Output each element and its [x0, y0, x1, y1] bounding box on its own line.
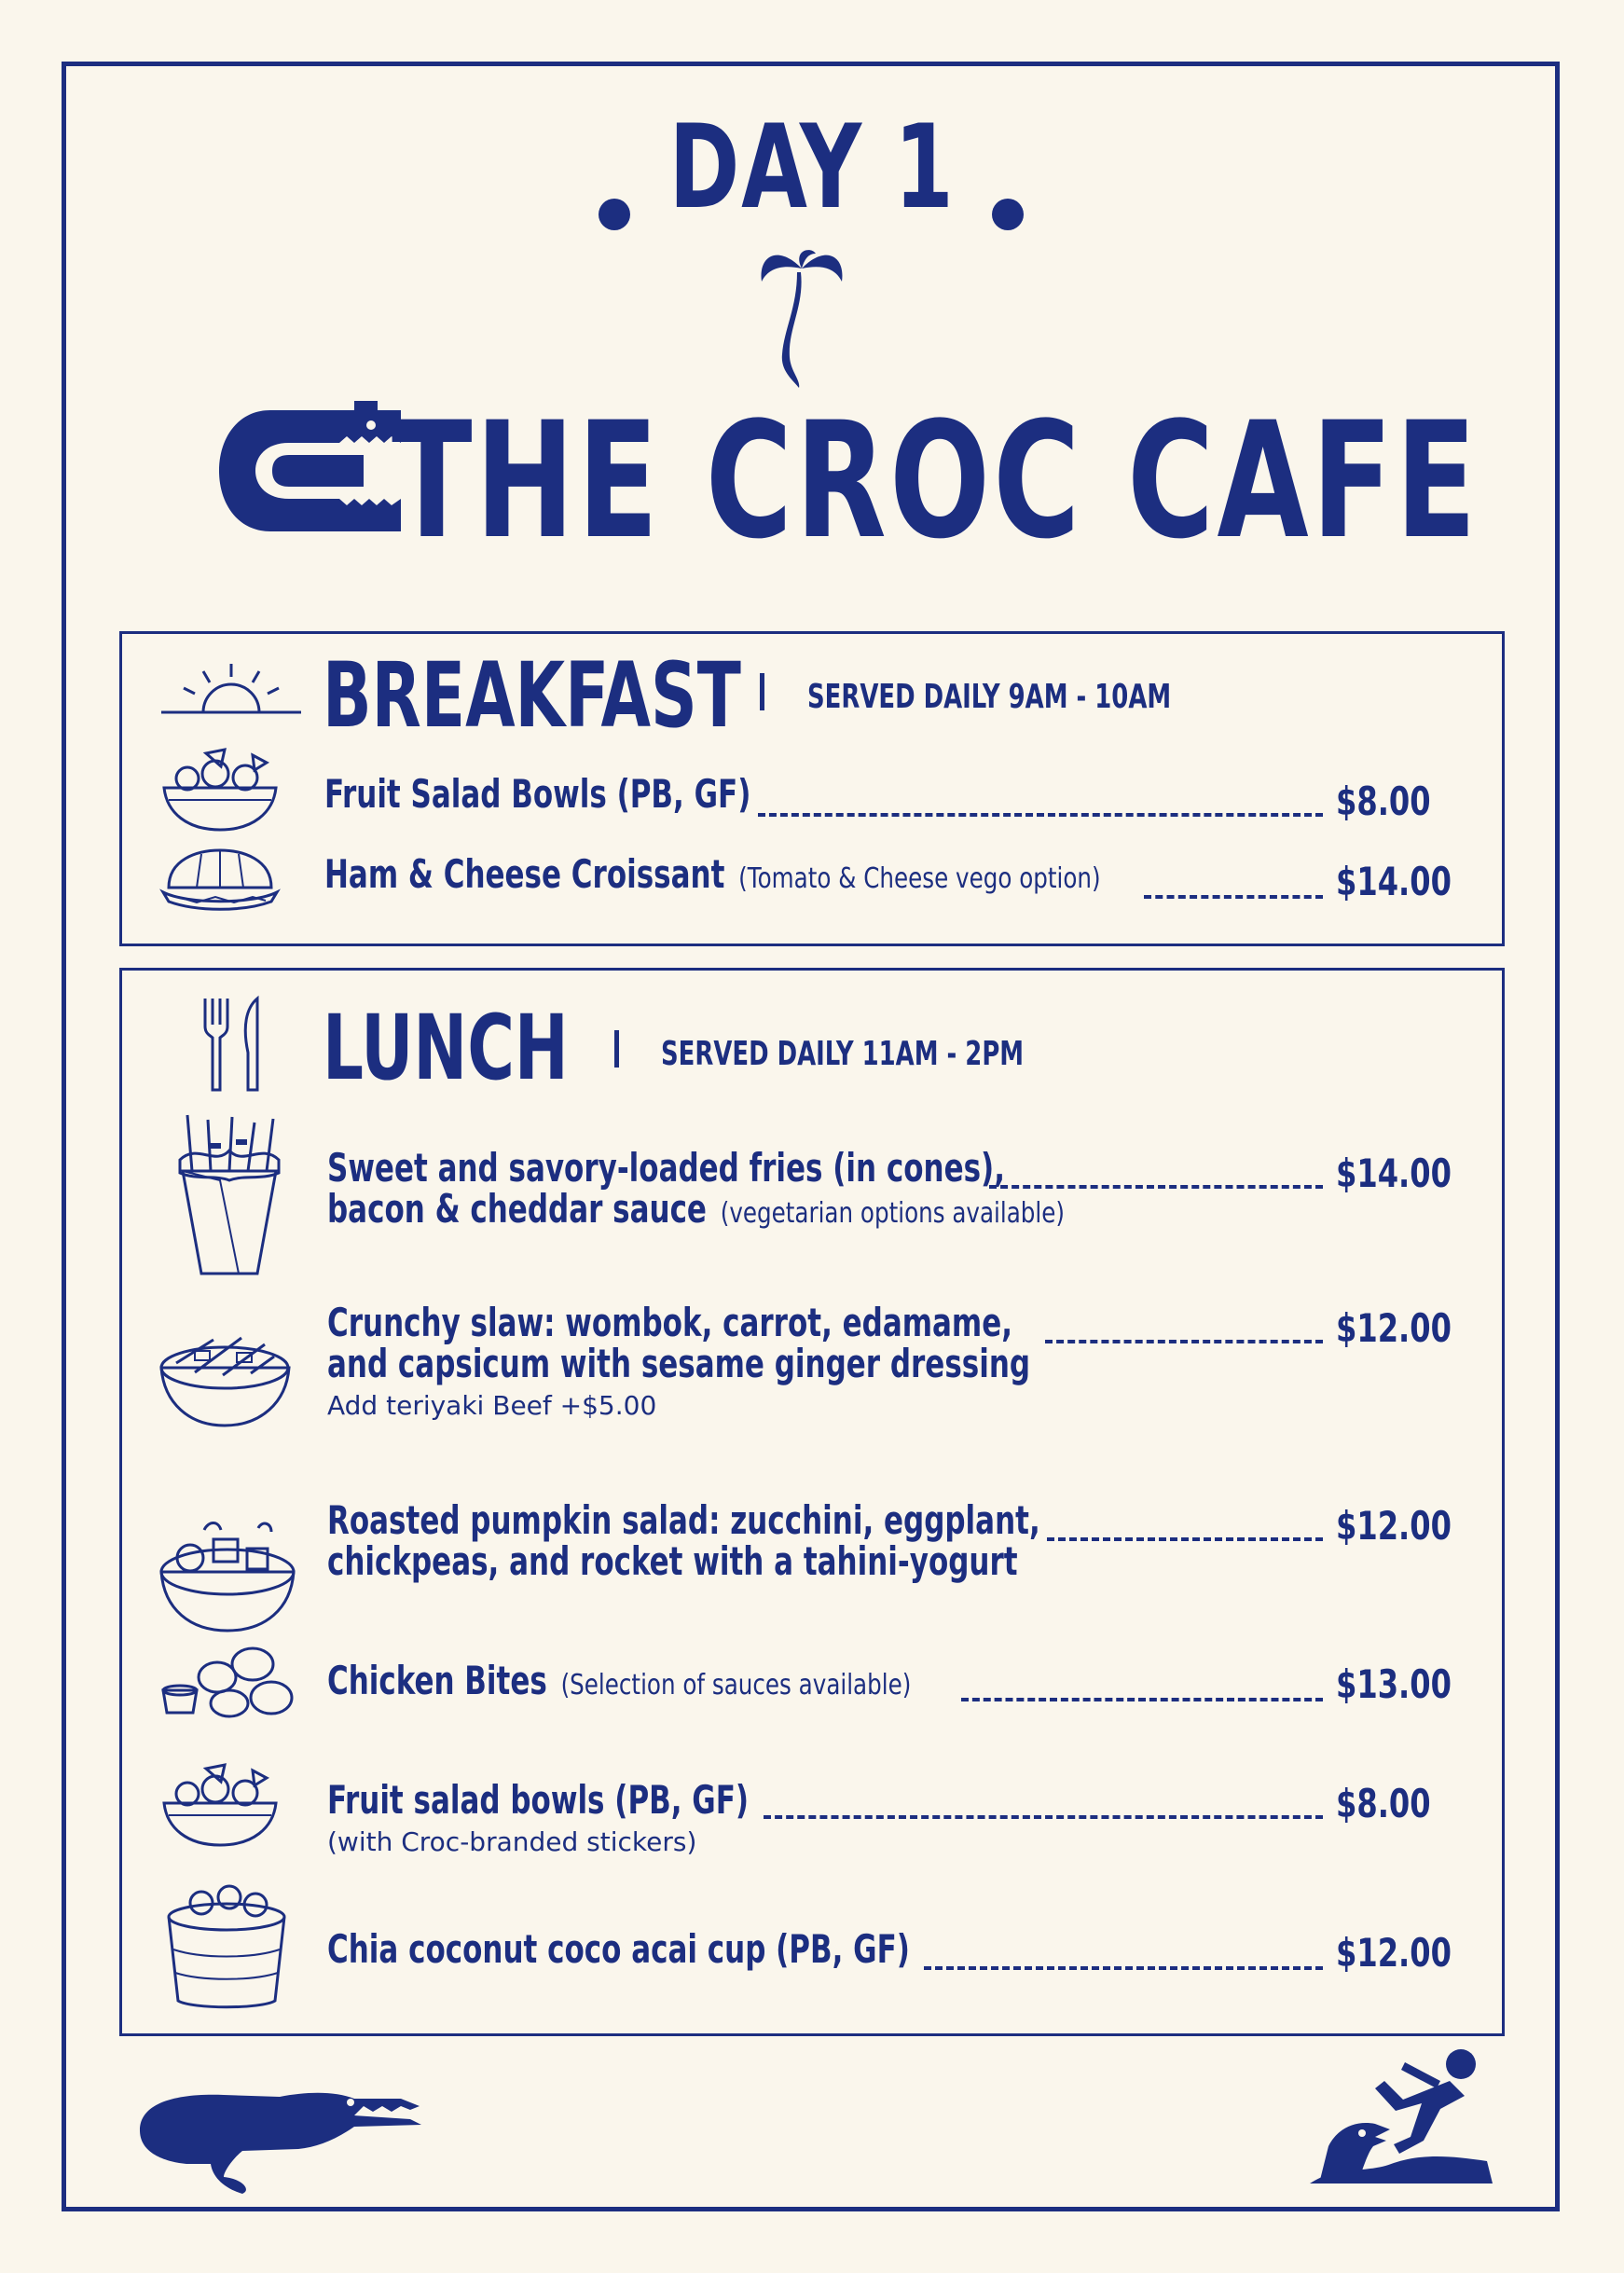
price-leader — [764, 1815, 1323, 1819]
day-title: DAY 1 — [668, 101, 956, 235]
croissant-icon — [159, 850, 281, 916]
lunch-item-name-line2: bacon & cheddar sauce — [327, 1186, 707, 1232]
slaw-bowl-icon — [158, 1321, 293, 1428]
lunch-item-name-line2: and capsicum with sesame ginger dressing — [327, 1341, 1031, 1386]
fries-cone-icon — [169, 1115, 290, 1278]
sunrise-icon — [161, 664, 301, 720]
fruit-bowl-icon — [159, 1761, 281, 1847]
lunch-item — [327, 1660, 1502, 1706]
lunch-item-name-line2: chickpeas, and rocket with a tahini-yogurt — [327, 1538, 1018, 1584]
lunch-item-addon: Add teriyaki Beef +$5.00 — [327, 1390, 657, 1421]
lunch-item-price: $12.00 — [1336, 1503, 1452, 1549]
price-leader — [961, 1698, 1323, 1701]
lunch-item-addon: (with Croc-branded stickers) — [327, 1826, 697, 1857]
price-leader — [924, 1966, 1323, 1970]
breakfast-item-note: (Tomato & Cheese vego option) — [738, 862, 1101, 895]
palm-tree-icon — [760, 241, 844, 390]
croc-logo-icon — [214, 401, 401, 541]
fruit-bowl-icon — [159, 746, 281, 832]
breakfast-title: BREAKFAST — [323, 643, 741, 748]
breakfast-item-name: Ham & Cheese Croissant — [324, 851, 725, 897]
price-leader — [1045, 1340, 1323, 1343]
acai-cup-icon — [164, 1884, 290, 2010]
lunch-item — [327, 1145, 1502, 1234]
breakfast-item-name: Fruit Salad Bowls (PB, GF) — [324, 771, 751, 817]
lunch-item-note: (vegetarian options available) — [720, 1197, 1065, 1230]
lunch-item-name: Sweet and savory-loaded fries (in cones), — [327, 1145, 1005, 1191]
lunch-divider — [614, 1030, 619, 1068]
lunch-hours: SERVED DAILY 11AM - 2PM — [661, 1035, 1025, 1073]
lunch-item — [327, 1302, 1502, 1422]
lunch-item — [327, 1926, 1502, 1972]
breakfast-item — [324, 771, 1502, 817]
breakfast-item-price: $14.00 — [1336, 859, 1452, 904]
lunch-item — [327, 1777, 1502, 1858]
lunch-title: LUNCH — [323, 996, 569, 1100]
breakfast-item-price: $8.00 — [1336, 778, 1431, 824]
salad-bowl-icon — [158, 1521, 297, 1632]
lunch-item-name: Chia coconut coco acai cup (PB, GF) — [327, 1926, 910, 1972]
breakfast-item — [324, 851, 1502, 904]
lunch-item-note: (Selection of sauces available) — [560, 1669, 912, 1701]
chicken-bites-icon — [159, 1644, 299, 1718]
lunch-item-price: $13.00 — [1336, 1661, 1452, 1707]
cafe-name: THE CROC CAFE — [392, 387, 1479, 574]
lunch-item-price: $12.00 — [1336, 1305, 1452, 1351]
lunch-section — [119, 968, 1505, 2036]
lunch-item — [327, 1497, 1502, 1584]
breakfast-section — [119, 631, 1505, 946]
breakfast-divider — [760, 673, 764, 710]
lunch-item-name: Roasted pumpkin salad: zucchini, eggplant, — [327, 1497, 1040, 1543]
lunch-item-name: Fruit salad bowls (PB, GF) — [327, 1777, 750, 1823]
price-leader — [1047, 1537, 1323, 1541]
crocodile-illustration — [131, 2074, 429, 2196]
lunch-item-name: Crunchy slaw: wombok, carrot, edamame, — [327, 1300, 1013, 1345]
lunch-item-price: $8.00 — [1336, 1781, 1431, 1826]
price-leader — [758, 813, 1323, 817]
lunch-item-price: $14.00 — [1336, 1150, 1452, 1196]
price-leader — [989, 1185, 1323, 1189]
breakfast-hours: SERVED DAILY 9AM - 10AM — [807, 678, 1172, 716]
price-leader — [1144, 895, 1323, 899]
cutlery-icon — [201, 999, 267, 1092]
croc-attack-illustration — [1301, 2044, 1496, 2193]
lunch-item-name: Chicken Bites — [327, 1658, 547, 1703]
lunch-item-price: $12.00 — [1336, 1930, 1452, 1976]
